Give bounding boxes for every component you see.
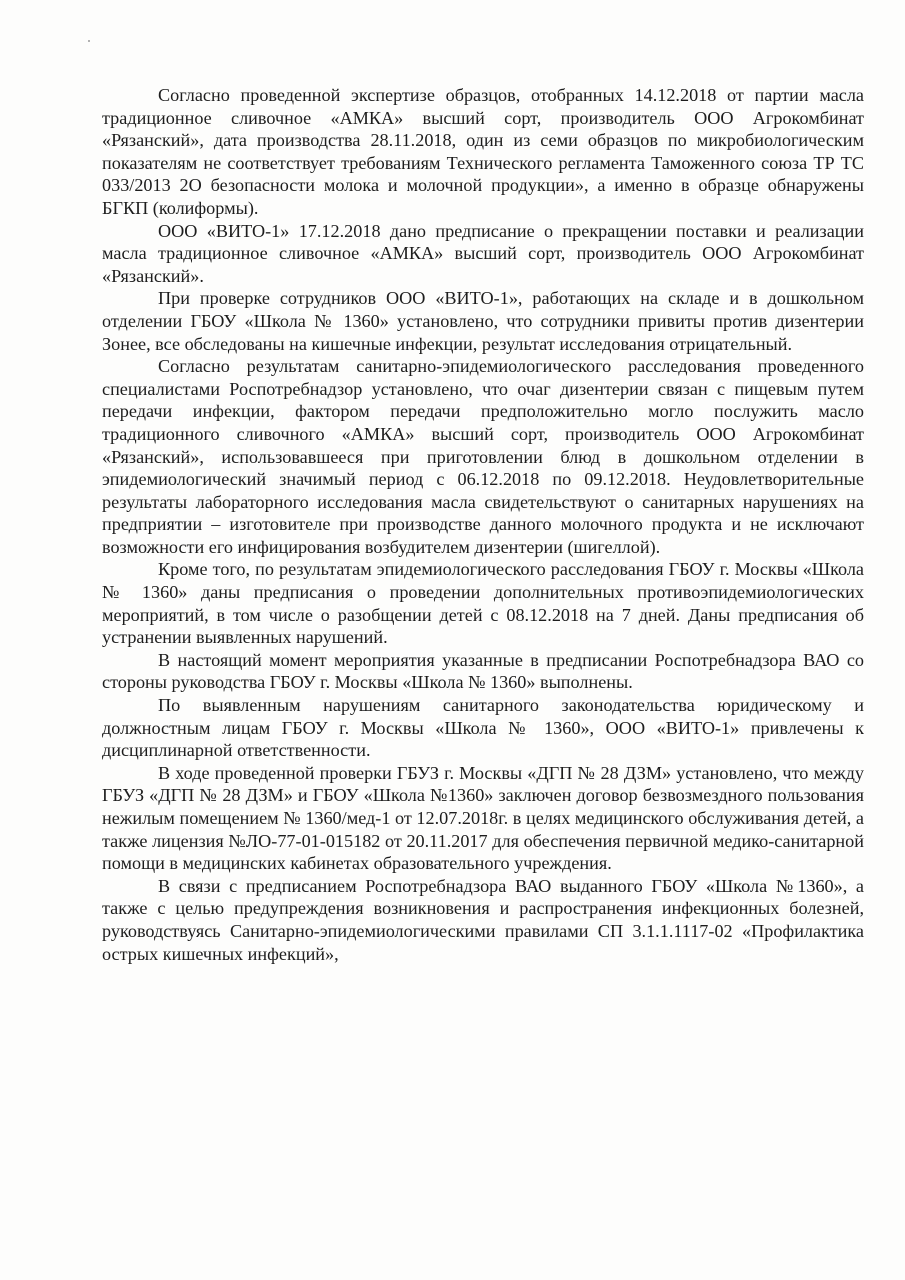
paragraph-6: В настоящий момент мероприятия указанные в предписании Роспотребнадзора ВАО со стороны руководства ГБОУ г. Москвы «Школа № 1360» выполнены.	[102, 649, 864, 693]
scan-speck	[88, 40, 90, 42]
paragraph-5: Кроме того, по результатам эпидемиологического расследования ГБОУ г. Москвы «Школа № 1360» даны предписания о проведении дополнительных противоэпидемиологических мероприятий, в том числе о разобщении детей с 08.12.2018 на 7 дней. Даны предписания об устранении выявленных нарушений.	[102, 559, 864, 648]
document-body	[102, 84, 864, 965]
paragraph-9: В связи с предписанием Роспотребнадзора ВАО выданного ГБОУ «Школа №1360», а также с целью предупреждения возникновения и распространения инфекционных болезней, руководствуясь Санитарно-эпидемиологическими правилами СП 3.1.1.1117-02 «Профилактика острых кишечных инфекций»,	[102, 875, 864, 964]
paragraph-2: ООО «ВИТО-1» 17.12.2018 дано предписание о прекращении поставки и реализации масла традиционное сливочное «АМКА» высший сорт, производитель ООО Агрокомбинат «Рязанский».	[102, 220, 864, 286]
paragraph-1: Согласно проведенной экспертизе образцов, отобранных 14.12.2018 от партии масла традиционное сливочное «АМКА» высший сорт, производитель ООО Агрокомбинат «Рязанский», дата производства 28.11.2018, один из семи образцов по микробиологическим показателям не соответствует требованиям Технического регламента Таможенного союза ТР ТС 033/2013 2О безопасности молока и молочной продукции», а именно в образце обнаружены БГКП (колиформы).	[102, 85, 864, 218]
paragraph-3: При проверке сотрудников ООО «ВИТО-1», работающих на складе и в дошкольном отделении ГБОУ «Школа № 1360» установлено, что сотрудники привиты против дизентерии Зонее, все обследованы на кишечные инфекции, результат исследования отрицательный.	[102, 288, 864, 354]
paragraph-7: По выявленным нарушениям санитарного законодательства юридическому и должностным лицам ГБОУ г. Москвы «Школа № 1360», ООО «ВИТО-1» привлечены к дисциплинарной ответственности.	[102, 695, 864, 761]
paragraph-4: Согласно результатам санитарно-эпидемиологического расследования проведенного специалистами Роспотребнадзор установлено, что очаг дизентерии связан с пищевым путем передачи инфекции, фактором передачи предположительно могло послужить масло традиционного сливочного «АМКА» высший сорт, производитель ООО Агрокомбинат «Рязанский», использовавшееся при приготовлении блюд в дошкольном отделении в эпидемиологический значимый период с 06.12.2018 по 09.12.2018. Неудовлетворительные результаты лабораторного исследования масла свидетельствуют о санитарных нарушениях на предприятии – изготовителе при производстве данного молочного продукта и не исключают возможности его инфицирования возбудителем дизентерии (шигеллой).	[102, 356, 864, 557]
paragraph-8: В ходе проведенной проверки ГБУЗ г. Москвы «ДГП № 28 ДЗМ» установлено, что между ГБУЗ «ДГП № 28 ДЗМ» и ГБОУ «Школа №1360» заключен договор безвозмездного пользования нежилым помещением № 1360/мед-1 от 12.07.2018г. в целях медицинского обслуживания детей, а также лицензия №ЛО-77-01-015182 от 20.11.2017 для обеспечения первичной медико-санитарной помощи в медицинских кабинетах образовательного учреждения.	[102, 762, 864, 874]
